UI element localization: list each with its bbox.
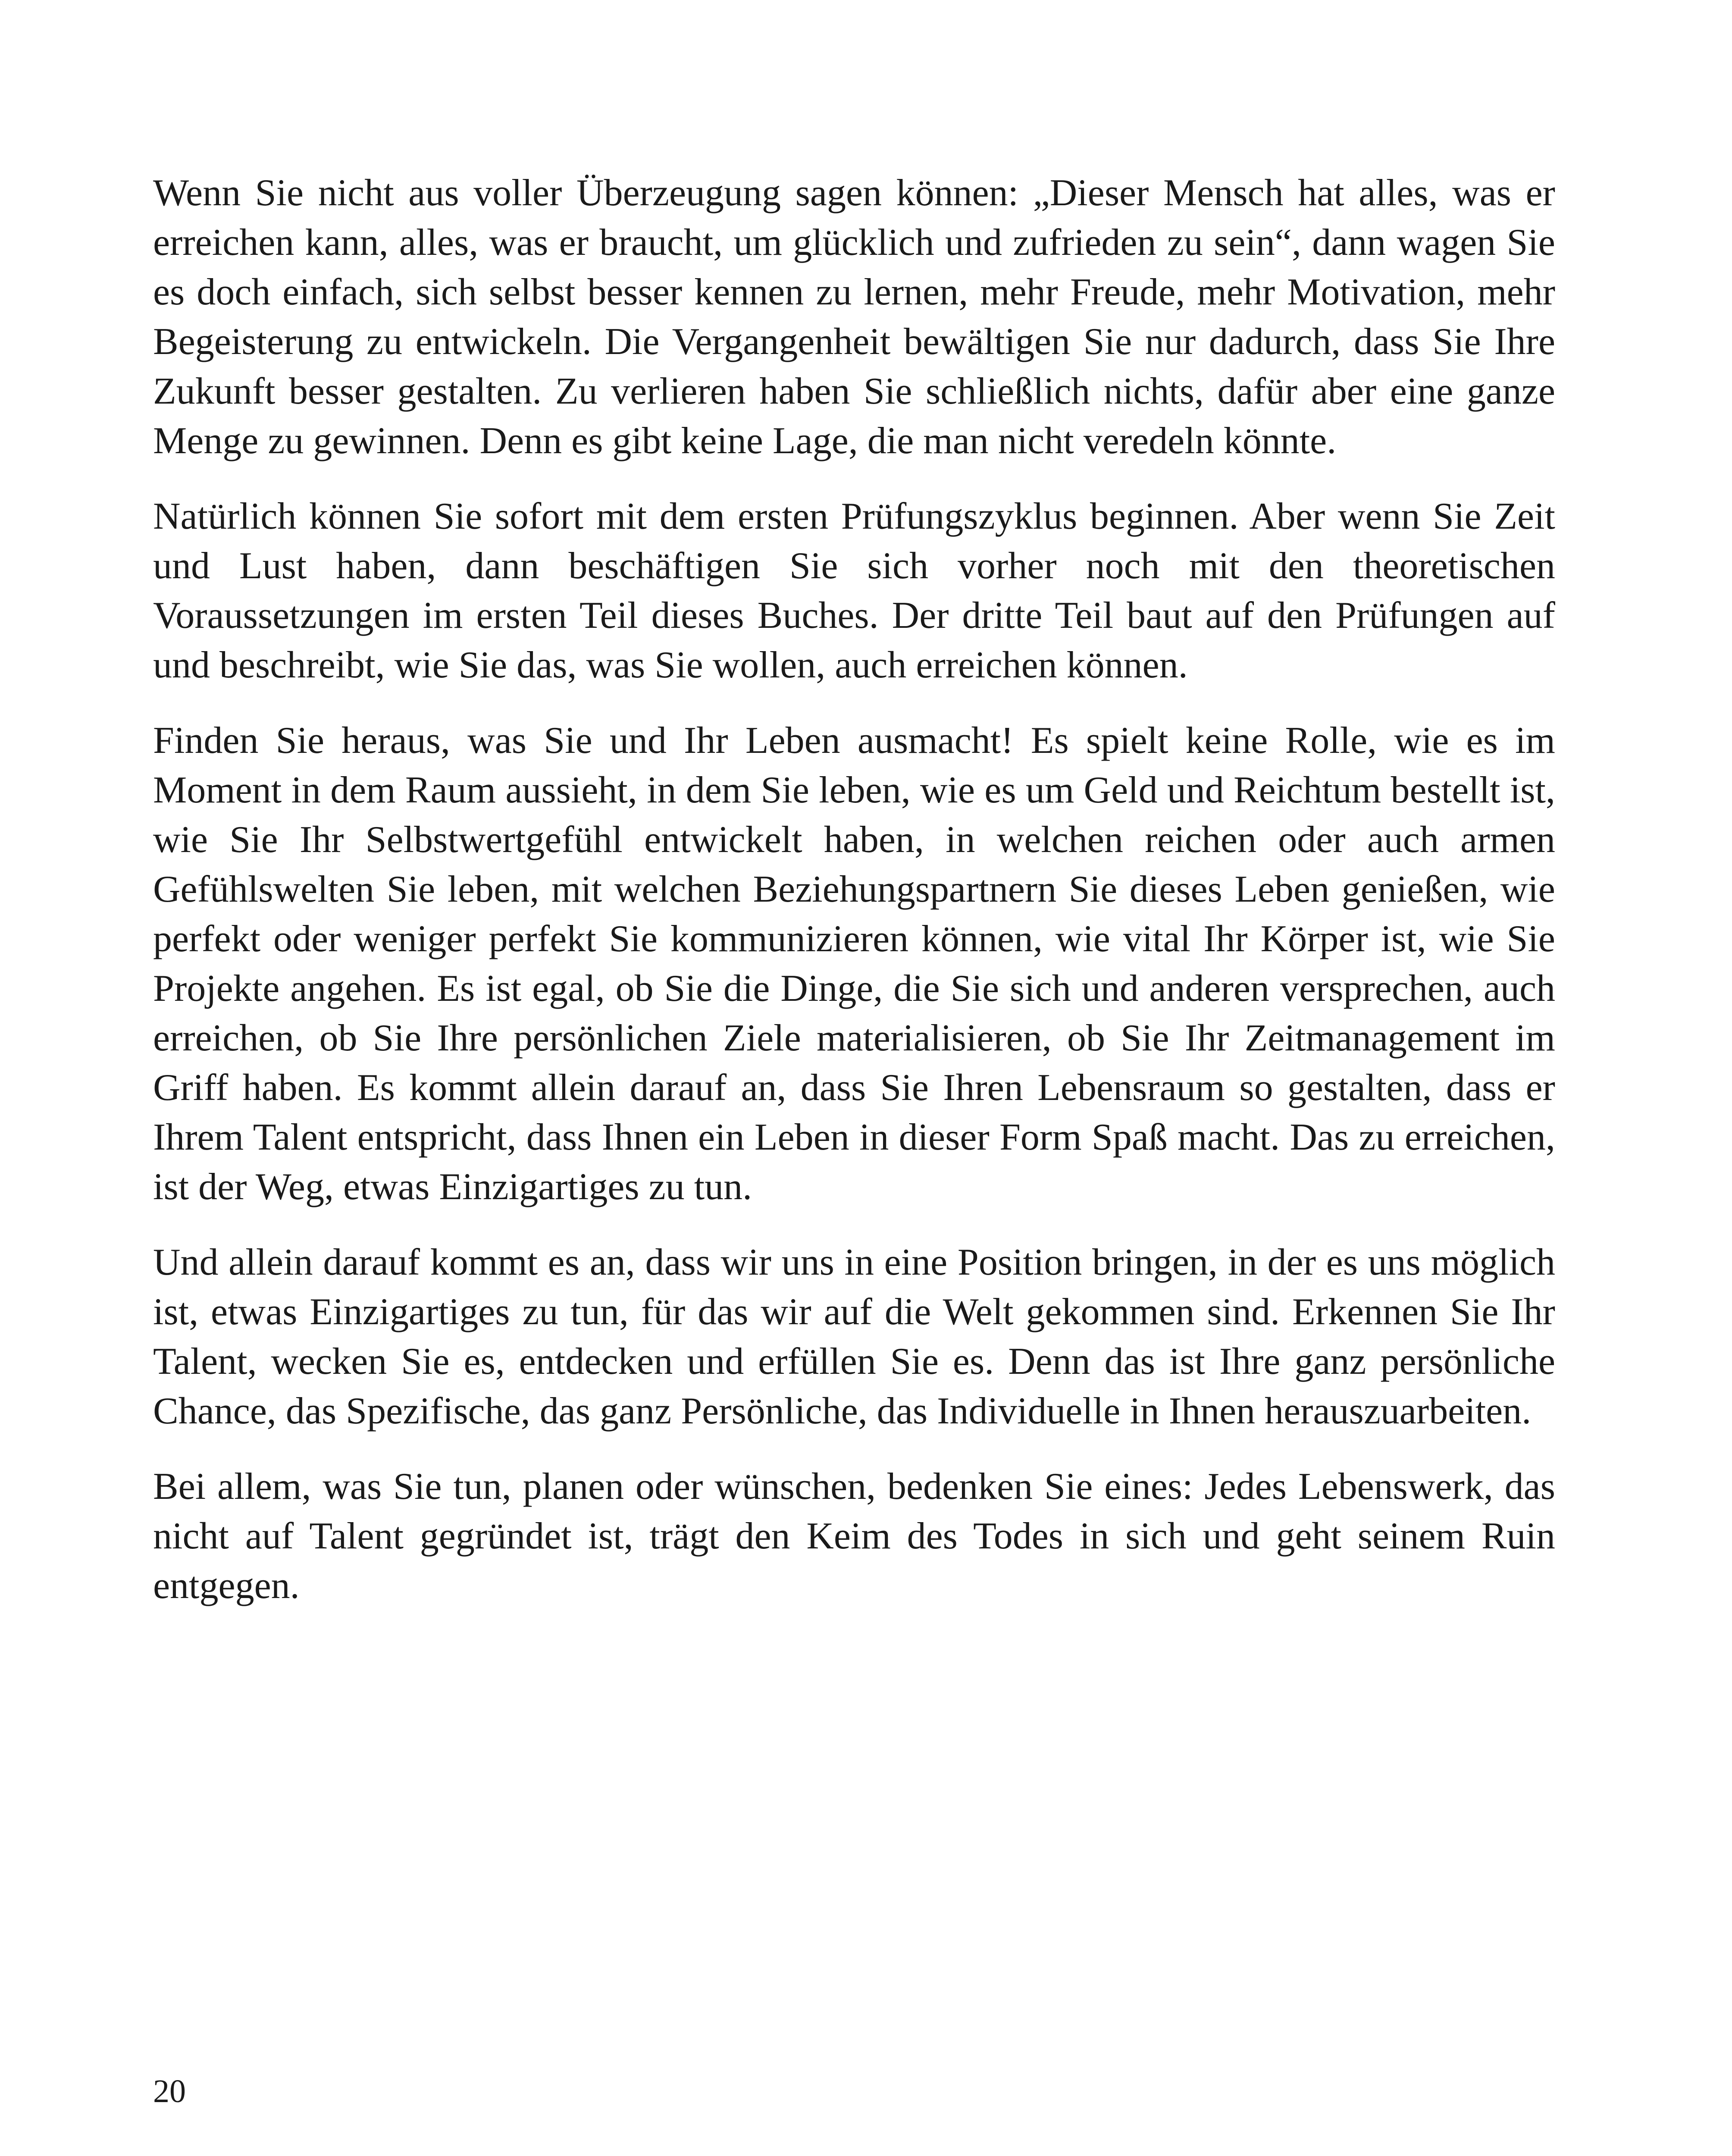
page-number: 20 — [153, 2073, 186, 2109]
paragraph-3: Finden Sie heraus, was Sie und Ihr Leben ausmacht! Es spielt keine Rolle, wie es im Moment in dem Raum aussieht, in dem Sie leben, wie es um Geld und Reichtum bestellt ist, wie Sie Ihr Selbstwertgefühl entwickelt haben, in welchen reichen oder auch armen Gefühlswelten Sie leben, mit welchen Beziehungspartnern Sie dieses Leben genießen, wie perfekt oder weniger perfekt Sie kommunizieren können, wie vital Ihr Körper ist, wie Sie Projekte angehen. Es ist egal, ob Sie die Dinge, die Sie sich und anderen versprechen, auch erreichen, ob Sie Ihre persönlichen Ziele materialisieren, ob Sie Ihr Zeitmanagement im Griff haben. Es kommt allein darauf an, dass Sie Ihren Lebensraum so gestalten, dass er Ihrem Talent entspricht, dass Ihnen ein Leben in dieser Form Spaß macht. Das zu erreichen, ist der Weg, etwas Einzigartiges zu tun. — [153, 720, 1555, 1208]
paragraph-2: Natürlich können Sie sofort mit dem ersten Prüfungszyklus beginnen. Aber wenn Sie Zeit und Lust haben, dann beschäftigen Sie sich vorher noch mit den theoretischen Voraussetzungen im ersten Teil dieses Buches. Der dritte Teil baut auf den Prüfungen auf und beschreibt, wie Sie das, was Sie wollen, auch erreichen können. — [153, 495, 1555, 686]
body-text — [153, 168, 1555, 1611]
paragraph-5: Bei allem, was Sie tun, planen oder wünschen, bedenken Sie eines: Jedes Lebenswerk, das nicht auf Talent gegründet ist, trägt den Keim des Todes in sich und geht seinem Ruin entgegen. — [153, 1466, 1555, 1607]
paragraph-4: Und allein darauf kommt es an, dass wir uns in eine Position bringen, in der es uns möglich ist, etwas Einzigartiges zu tun, für das wir auf die Welt gekommen sind. Erkennen Sie Ihr Talent, wecken Sie es, entdecken und erfüllen Sie es. Denn das ist Ihre ganz persönliche Chance, das Spezifische, das ganz Persönliche, das Individuelle in Ihnen herauszuarbeiten. — [153, 1241, 1555, 1432]
paragraph-1: Wenn Sie nicht aus voller Überzeugung sagen können: „Dieser Mensch hat alles, was er erreichen kann, alles, was er braucht, um glücklich und zufrieden zu sein“, dann wagen Sie es doch einfach, sich selbst besser kennen zu lernen, mehr Freude, mehr Motivation, mehr Begeisterung zu entwickeln. Die Vergangenheit bewältigen Sie nur dadurch, dass Sie Ihre Zukunft besser gestalten. Zu verlieren haben Sie schließlich nichts, dafür aber eine ganze Menge zu gewinnen. Denn es gibt keine Lage, die man nicht veredeln könnte. — [153, 172, 1555, 462]
